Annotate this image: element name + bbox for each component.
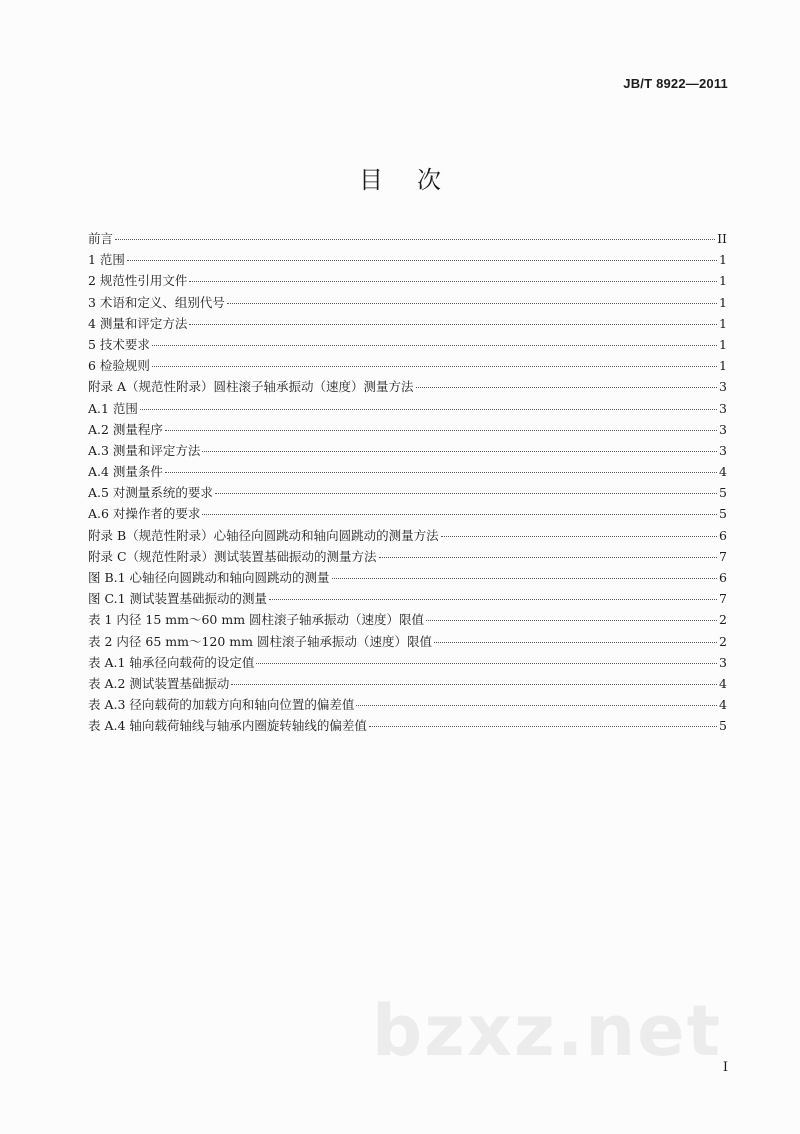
toc-entry[interactable] [88,526,727,547]
toc-entry-page: 1 [719,294,727,310]
toc-entry-page: 1 [719,358,727,374]
toc-leader-dots [227,303,717,304]
toc-entry[interactable] [88,547,727,568]
toc-entry-label: 附录 B（规范性附录）心轴径向圆跳动和轴向圆跳动的测量方法 [88,527,439,543]
toc-entry-label: A.6 对操作者的要求 [88,506,201,522]
toc-leader-dots [202,514,717,515]
toc-entry-label: 表 A.2 测试装置基础振动 [88,675,230,691]
toc-entry[interactable] [88,441,727,462]
toc-entry-page: 5 [719,485,727,501]
toc-entry-page: 1 [719,252,727,268]
toc-entry-label: A.4 测量条件 [88,464,163,480]
toc-entry-page: 4 [719,464,727,480]
toc-entry-page: 4 [719,697,727,713]
toc-leader-dots [215,493,717,494]
toc-entry-label: 图 C.1 测试装置基础振动的测量 [88,591,267,607]
toc-leader-dots [379,557,717,558]
toc-entry-page: II [717,231,727,246]
toc-entry-label: A.5 对测量系统的要求 [88,485,213,501]
toc-entry-page: 7 [719,548,727,564]
toc-entry-page: 3 [719,400,727,416]
toc-leader-dots [140,409,717,410]
toc-leader-dots [202,451,717,452]
toc-leader-dots [426,620,717,621]
toc-entry[interactable] [88,335,727,356]
toc-entry[interactable] [88,420,727,441]
toc-entry[interactable] [88,674,727,695]
toc-leader-dots [165,430,717,431]
toc-entry-page: 3 [719,421,727,437]
toc-entry-page: 3 [719,654,727,670]
toc-entry[interactable] [88,377,727,398]
toc-entry[interactable] [88,589,727,610]
toc-entry-page: 5 [719,718,727,734]
toc-entry[interactable] [88,653,727,674]
toc-entry[interactable] [88,610,727,631]
toc-leader-dots [356,705,717,706]
toc-entry[interactable] [88,293,727,314]
toc-leader-dots [152,366,717,367]
toc-leader-dots [165,472,717,473]
table-of-contents [88,229,727,738]
toc-title: 目次 [359,166,475,194]
toc-entry-label: 5 技术要求 [88,336,150,352]
toc-entry-page: 3 [719,379,727,395]
toc-entry-label: 4 测量和评定方法 [88,315,188,331]
toc-entry-page: 4 [719,675,727,691]
toc-entry[interactable] [88,462,727,483]
toc-entry[interactable] [88,314,727,335]
toc-leader-dots [115,239,715,240]
toc-entry-label: 表 1 内径 15 mm～60 mm 圆柱滚子轴承振动（速度）限值 [88,612,425,628]
toc-entry[interactable] [88,399,727,420]
toc-entry-label: A.3 测量和评定方法 [88,442,201,458]
toc-entry-page: 7 [719,591,727,607]
toc-entry[interactable] [88,250,727,271]
watermark: bzxz.net [372,990,723,1072]
toc-leader-dots [416,387,717,388]
document-code: JB/T 8922—2011 [623,76,728,91]
toc-entry-page: 2 [719,633,727,649]
toc-entry-label: 表 2 内径 65 mm～120 mm 圆柱滚子轴承振动（速度）限值 [88,633,432,649]
toc-entry[interactable] [88,356,727,377]
toc-leader-dots [189,281,717,282]
toc-entry-label: 3 术语和定义、组别代号 [88,294,225,310]
toc-leader-dots [369,726,717,727]
toc-entry-label: 附录 C（规范性附录）测试装置基础振动的测量方法 [88,548,377,564]
toc-entry-label: 6 检验规则 [88,358,150,374]
toc-entry-page: 1 [719,315,727,331]
toc-entry[interactable] [88,483,727,504]
toc-leader-dots [127,260,717,261]
toc-leader-dots [441,536,717,537]
toc-entry-page: 6 [719,527,727,543]
toc-entry[interactable] [88,695,727,716]
toc-leader-dots [152,345,717,346]
toc-entry-page: 1 [719,273,727,289]
toc-entry-page: 2 [719,612,727,628]
toc-leader-dots [332,578,717,579]
toc-leader-dots [434,642,717,643]
toc-entry-page: 3 [719,442,727,458]
toc-entry-label: 图 B.1 心轴径向圆跳动和轴向圆跳动的测量 [88,570,330,585]
toc-leader-dots [189,324,717,325]
toc-entry-label: 附录 A（规范性附录）圆柱滚子轴承振动（速度）测量方法 [88,379,414,395]
toc-entry[interactable] [88,568,727,589]
toc-entry-label: 1 范围 [88,252,125,268]
toc-entry[interactable] [88,632,727,653]
toc-entry[interactable] [88,229,727,250]
toc-entry[interactable] [88,271,727,292]
toc-entry-label: 2 规范性引用文件 [88,273,188,289]
toc-entry[interactable] [88,504,727,525]
toc-entry-label: 表 A.3 径向载荷的加载方向和轴向位置的偏差值 [88,697,355,713]
page-number: I [722,1060,728,1075]
toc-leader-dots [269,599,717,600]
toc-entry-label: 前言 [88,231,114,246]
toc-entry-label: 表 A.4 轴向载荷轴线与轴承内圈旋转轴线的偏差值 [88,718,367,734]
toc-entry-page: 5 [719,506,727,522]
toc-leader-dots [256,663,717,664]
toc-entry-label: A.1 范围 [88,400,138,416]
toc-entry-page: 6 [719,570,727,585]
toc-entry[interactable] [88,716,727,737]
toc-leader-dots [231,684,717,685]
toc-entry-label: 表 A.1 轴承径向载荷的设定值 [88,654,255,670]
toc-entry-page: 1 [719,336,727,352]
toc-entry-label: A.2 测量程序 [88,421,163,437]
